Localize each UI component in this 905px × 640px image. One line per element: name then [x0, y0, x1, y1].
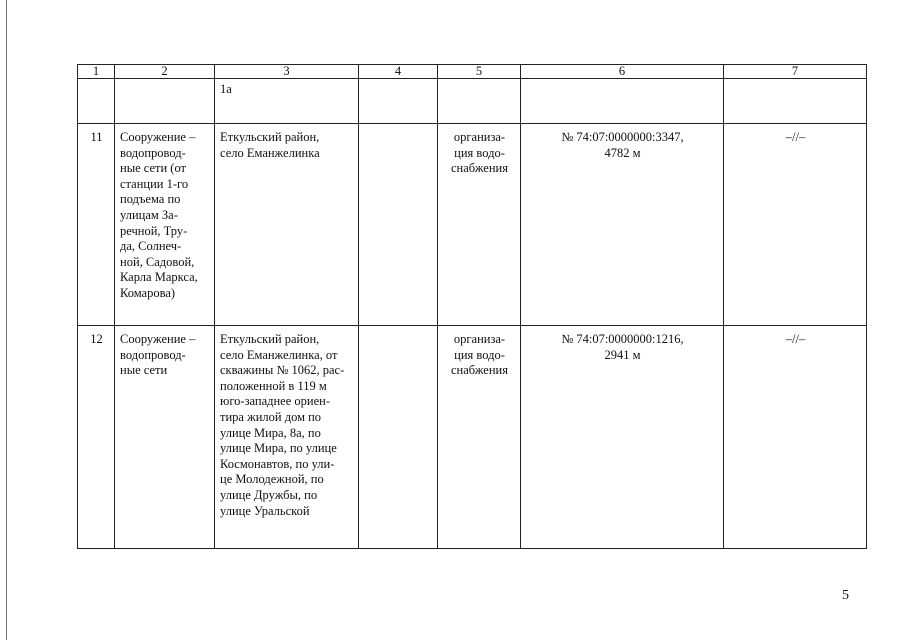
- note-cell: –//–: [724, 124, 867, 326]
- object-name-cell: Сооружение – водопровод- ные сети (от станции 1-го подъема по улицам За- речной, Тру- да, Солнеч- ной, Садовой, Карла Маркса, Комарова): [115, 124, 215, 326]
- note-cell: –//–: [724, 326, 867, 549]
- col4-cell: [359, 124, 438, 326]
- table-cell: [115, 79, 215, 124]
- address-cell: Еткульский район, село Еманжелинка: [215, 124, 359, 326]
- organization-cell: организа- ция водо- снабжения: [438, 124, 521, 326]
- table-row: [78, 326, 867, 549]
- row-number-cell: 11: [78, 124, 115, 326]
- table-cell: [438, 79, 521, 124]
- organization-cell: организа- ция водо- снабжения: [438, 326, 521, 549]
- scan-left-edge: [6, 0, 7, 640]
- header-cell: 3: [215, 65, 359, 79]
- cadastral-cell: № 74:07:0000000:1216, 2941 м: [521, 326, 724, 549]
- row-number-cell: 12: [78, 326, 115, 549]
- table-cell: [724, 79, 867, 124]
- header-cell: 2: [115, 65, 215, 79]
- continuation-address-cell: 1а: [215, 79, 359, 124]
- header-cell: 7: [724, 65, 867, 79]
- property-register-table: [77, 64, 867, 549]
- column-number-header: [78, 65, 867, 79]
- page-number: 5: [842, 588, 849, 603]
- continuation-row: [78, 79, 867, 124]
- header-cell: 6: [521, 65, 724, 79]
- table-cell: [78, 79, 115, 124]
- cadastral-cell: № 74:07:0000000:3347, 4782 м: [521, 124, 724, 326]
- col4-cell: [359, 326, 438, 549]
- object-name-cell: Сооружение – водопровод- ные сети: [115, 326, 215, 549]
- table-cell: [521, 79, 724, 124]
- header-cell: 4: [359, 65, 438, 79]
- header-cell: 5: [438, 65, 521, 79]
- table-row: [78, 124, 867, 326]
- address-cell: Еткульский район, село Еманжелинка, от скважины № 1062, рас- положенной в 119 м юго-западнее ориен- тира жилой дом по улице Мира, 8а, по улице Мира, по улице Космонавтов, по ули- це Молодежной, по улице Дружбы, по улице Уральской: [215, 326, 359, 549]
- header-cell: 1: [78, 65, 115, 79]
- table-cell: [359, 79, 438, 124]
